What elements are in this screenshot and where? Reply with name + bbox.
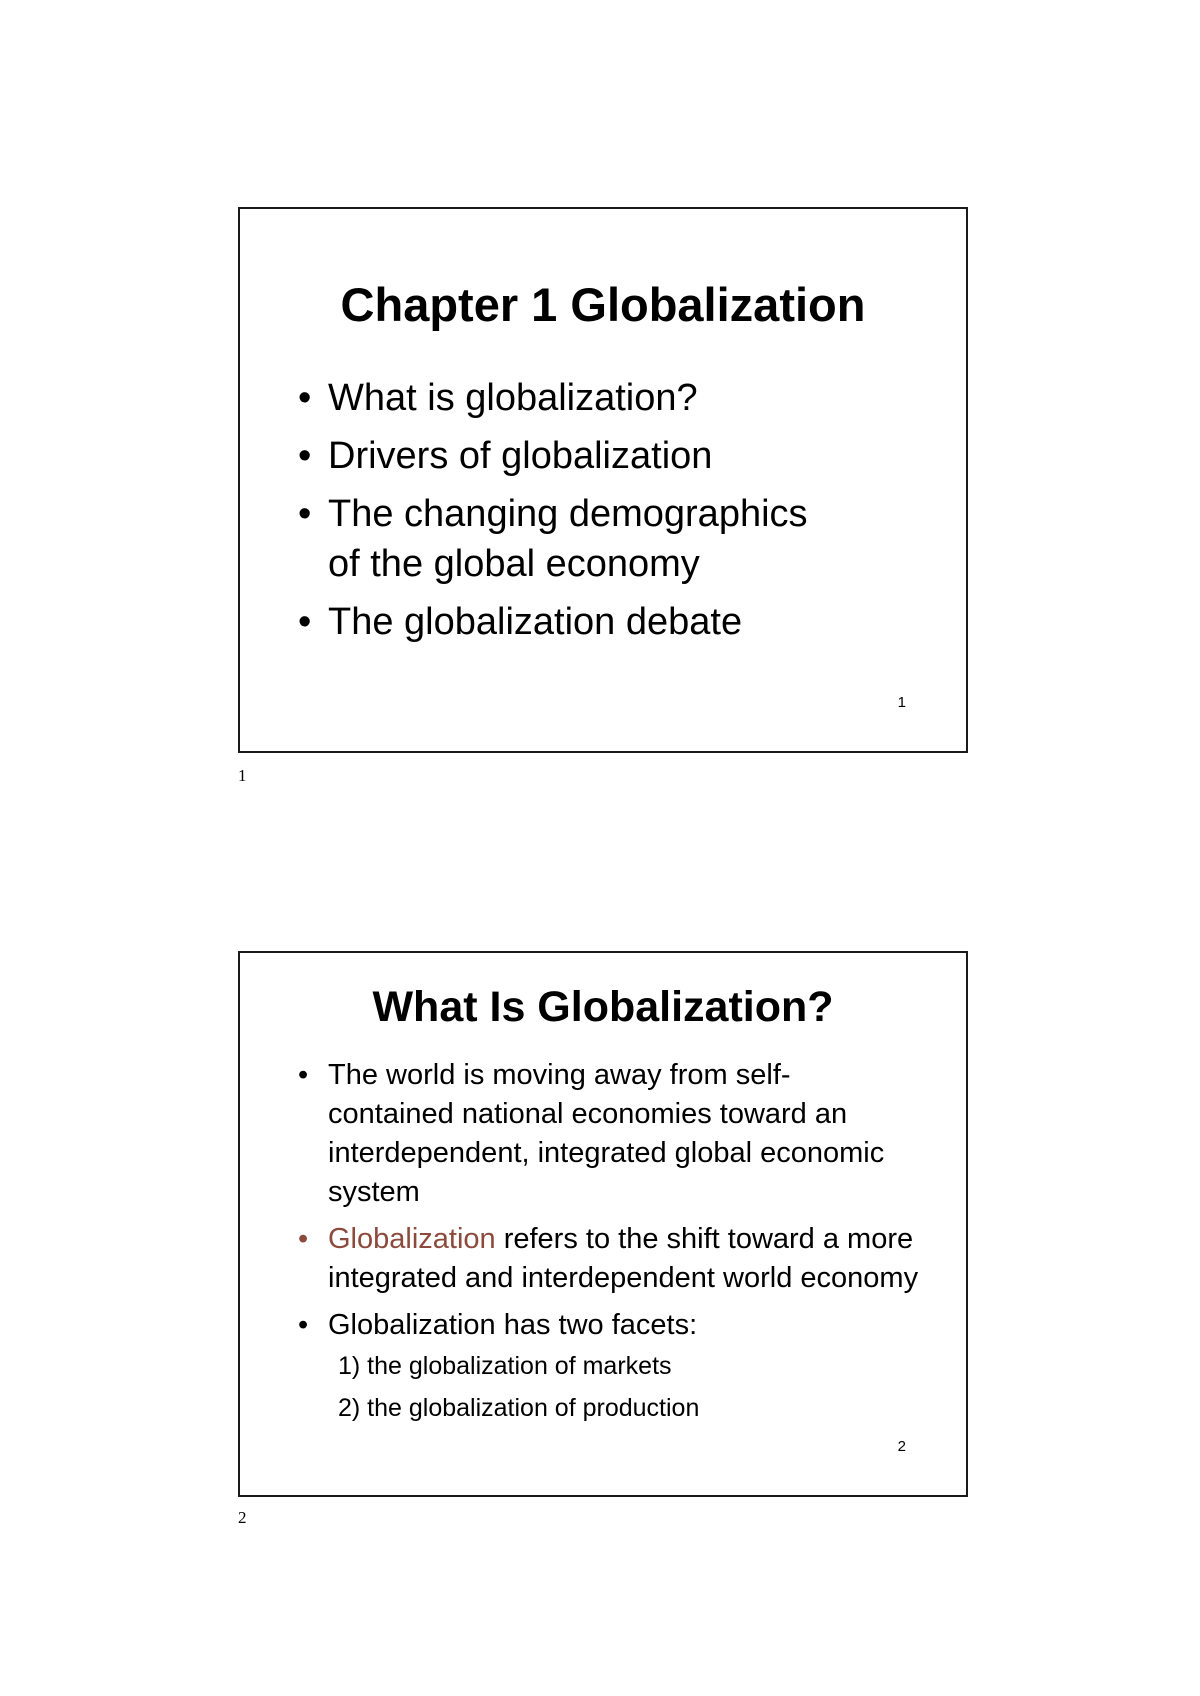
bullet-dot: • xyxy=(298,601,312,643)
slide-number: 2 xyxy=(897,1438,906,1455)
page-number-2: 2 xyxy=(238,1508,247,1527)
bullet-text: The world is moving away from self-contained national economies toward an interdependent, integrated global economic system xyxy=(328,1059,885,1208)
bullet-dot: • xyxy=(298,435,312,477)
slide-1-bullet-1 xyxy=(298,373,898,423)
bullet-text: The changing demographics of the global economy xyxy=(328,493,808,585)
bullet-dot: • xyxy=(298,1059,309,1091)
bullet-text: What is globalization? xyxy=(328,377,698,419)
slide-number: 1 xyxy=(897,694,906,711)
page-number-1: 1 xyxy=(238,766,247,785)
slide-2-bullet-3 xyxy=(298,1306,938,1429)
slide-2-title: What Is Globalization? xyxy=(372,983,834,1031)
bullet-text: refers to the shift toward a more integrated and interdependent world economy xyxy=(328,1223,919,1294)
slide-1-bullet-3 xyxy=(298,489,818,589)
bullet-text: Globalization has two facets: xyxy=(328,1309,698,1341)
slide-2-bullet-1 xyxy=(298,1056,888,1212)
slide-1-bullet-2 xyxy=(298,431,898,481)
bullet-dot: • xyxy=(298,1223,309,1255)
bullet-dot: • xyxy=(298,493,312,535)
slide-2-bullet-2 xyxy=(298,1220,938,1298)
slide-1-bullet-list xyxy=(298,373,898,655)
bullet-text: The globalization debate xyxy=(328,601,743,643)
slide-2-bullet-list xyxy=(298,1056,938,1437)
bullet-dot: • xyxy=(298,1309,309,1341)
facet-item: 1) the globalization of markets xyxy=(338,1352,672,1380)
slide-1 xyxy=(238,207,968,753)
facets-list xyxy=(328,1345,938,1429)
facet-item: 2) the globalization of production xyxy=(338,1394,700,1422)
globalization-term: Globalization xyxy=(328,1223,496,1255)
slide-1-bullet-4 xyxy=(298,597,898,647)
slide-2 xyxy=(238,951,968,1497)
slide-1-title: Chapter 1 Globalization xyxy=(340,278,866,331)
bullet-dot: • xyxy=(298,377,312,419)
bullet-text: Drivers of globalization xyxy=(328,435,713,477)
